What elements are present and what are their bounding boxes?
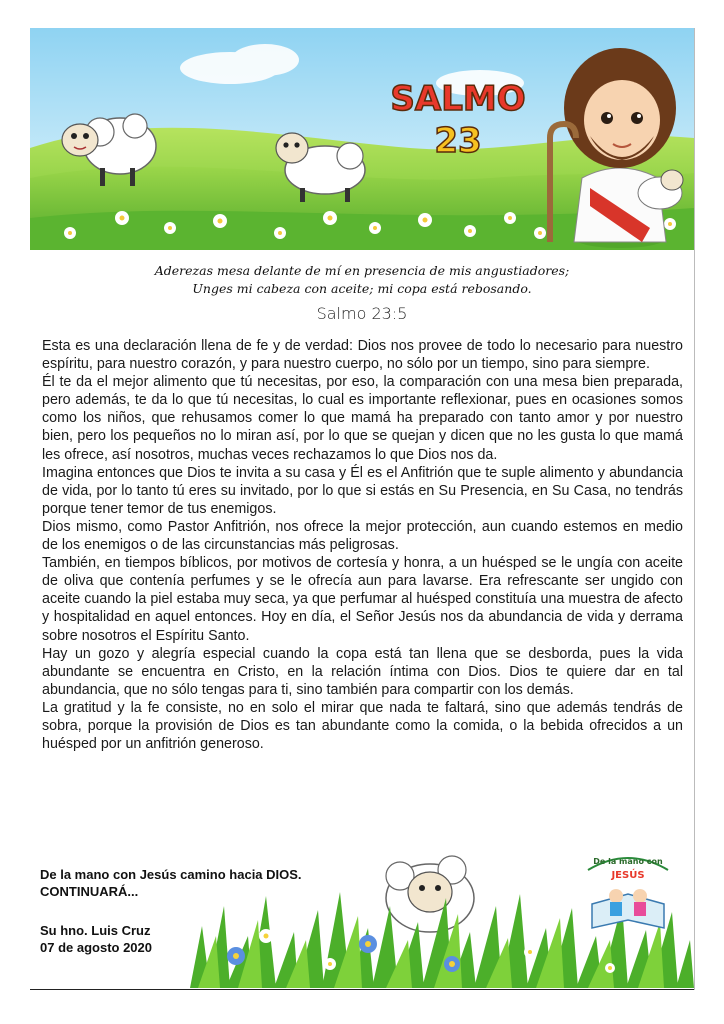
closing-block bbox=[40, 866, 380, 956]
paragraph: Imagina entonces que Dios te invita a su casa y Él es el Anfitrión que te suple alimento y abundancia de vida, por lo tanto tú eres su invitado, por lo que si estás en Su Presencia, en Su Casa, no tendrás porque tener temor de tus enemigos. bbox=[42, 464, 683, 517]
devotional-body bbox=[42, 337, 683, 753]
paragraph: La gratitud y la fe consiste, no en solo el mirar que nada te faltará, sino que además tendrás de sobra, porque la provisión de Dios es tan abundante como la comida, o la bebida ofrecidos a un huésped por un anfitrión generoso. bbox=[42, 699, 683, 753]
paragraph: También, en tiempos bíblicos, por motivos de cortesía y honra, a un huésped se le ungía con aceite de oliva que contenía perfumes y se le ofrecía aun para lavarse. Era refrescante ser ungido con aceite cuando la piel estaba muy seca, ya que perfumar al huésped constituía una muestra de afecto y hospitalidad en aquel entonces. Hoy en día, el Señor Jesús nos da abundancia de vida y derrama sobre nosotros el Espíritu Santo. bbox=[42, 555, 683, 644]
quote-line-1: Aderezas mesa delante de mí en presencia de mis angustiadores; bbox=[154, 263, 570, 278]
psalm-title: SALMO bbox=[390, 79, 526, 119]
publish-date: 07 de agosto 2020 bbox=[40, 940, 152, 955]
paragraph: Hay un gozo y alegría especial cuando la copa está tan llena que se desborda, pues la vida abundante se encuentra en Cristo, en la relación íntima con Dios. Dios te quiere dar en tal abundancia, que no sólo tengas para ti, sino también para compartir con los demás. bbox=[42, 645, 683, 698]
header-banner bbox=[30, 28, 694, 250]
closing-line-1: De la mano con Jesús camino hacia DIOS. bbox=[40, 867, 302, 882]
paragraph: Él te da el mejor alimento que tú necesitas, por eso, la comparación con una mesa bien preparada, pero además, te da lo que tú necesitas, lo cual es importante reflexionar, pues en ocasiones somos como los niños, que rehusamos comer lo que mamá ha preparado con tanto amor y por nuestro bien, pero los pequeños no lo miran así, por lo que se quejan y dicen que no les gusta lo que mamá les ofrece, así nosotros, muchas veces rechazamos lo que Dios nos da. bbox=[42, 374, 683, 463]
scripture-quote bbox=[30, 262, 694, 298]
bottom-rule bbox=[30, 989, 694, 990]
logo-text-top: De la mano con bbox=[593, 857, 663, 866]
psalm-number: 23 bbox=[434, 121, 482, 161]
paragraph: Dios mismo, como Pastor Anfitrión, nos ofrece la mejor protección, aun cuando estemos en medio de los enemigos o de las circunstancias más peligrosas. bbox=[42, 518, 683, 554]
de-la-mano-con-jesus-logo bbox=[578, 844, 678, 936]
quote-line-2: Unges mi cabeza con aceite; mi copa está rebosando. bbox=[192, 281, 532, 296]
paragraph: Esta es una declaración llena de fe y de verdad: Dios nos provee de todo lo necesario para nuestro espíritu, para nuestro corazón, y para nuestro cuerpo, no sólo por un tiempo, sino para siempre. bbox=[42, 338, 683, 373]
right-edge-line bbox=[694, 28, 695, 990]
author-name: Su hno. Luis Cruz bbox=[40, 923, 151, 938]
sheep-footer-illustration bbox=[386, 856, 474, 932]
logo-text-brand: JESÚS bbox=[611, 870, 645, 881]
scripture-reference: Salmo 23:5 bbox=[316, 304, 408, 323]
closing-line-2: CONTINUARÁ... bbox=[40, 884, 139, 899]
meadow-illustration bbox=[30, 28, 694, 250]
